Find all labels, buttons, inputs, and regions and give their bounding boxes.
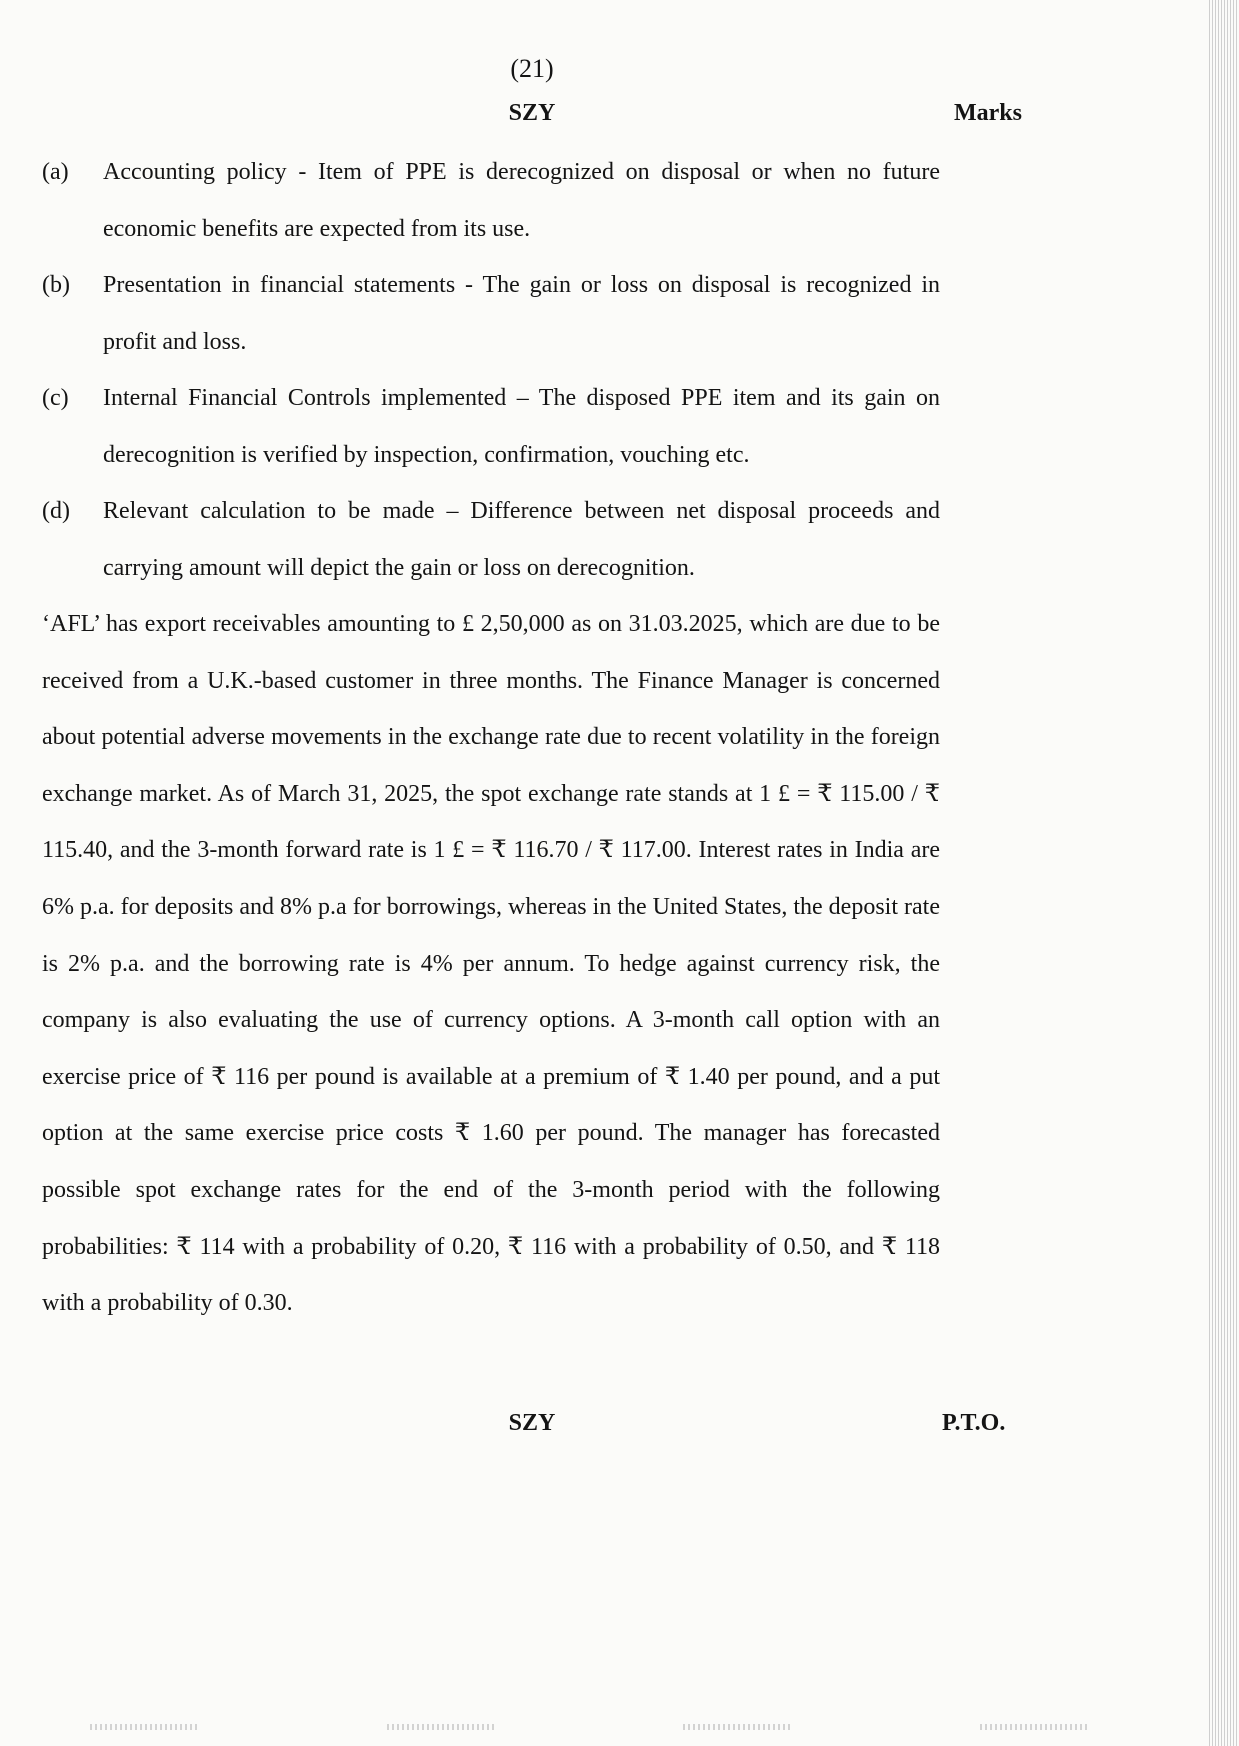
item-letter: (d): [42, 498, 70, 524]
question-paragraph: ‘AFL’ has export receivables amounting to £ 2,50,000 as on 31.03.2025, which are due to be received from a U.K.-based customer in three months. The Finance Manager is concerned about potential adverse movements in the exchange rate due to recent volatility in the foreign exchange market. As of March 31, 2025, the spot exchange rate stands at 1 £ = ₹ 115.00 / ₹ 115.40, and the 3-month forward rate is 1 £ = ₹ 116.70 / ₹ 117.00. Interest rates in India are 6% p.a. for deposits and 8% p.a for borrowings, whereas in the United States, the deposit rate is 2% p.a. and the borrowing rate is 4% per annum. To hedge against currency risk, the company is also evaluating the use of currency options. A 3-month call option with an exercise price of ₹ 116 per pound is available at a premium of ₹ 1.40 per pound, and a put option at the same exercise price costs ₹ 1.60 per pound. The manager has forecasted possible spot exchange rates for the end of the 3-month period with the following probabilities: ₹ 114 with a probability of 0.20, ₹ 116 with a probability of 0.50, and ₹ 118 with a probability of 0.30.: [42, 611, 940, 1317]
marks-column-label: Marks: [954, 100, 1022, 126]
page-number: (21): [510, 54, 554, 83]
list-item: [42, 483, 940, 596]
item-letter: (c): [42, 385, 69, 411]
item-text: Internal Financial Controls implemented – The disposed PPE item and its gain on derecognition is verified by inspection, confirmation, vouching etc.: [103, 385, 940, 468]
list-item: [42, 370, 940, 483]
scan-artifacts: [90, 1724, 1090, 1732]
scan-artifact: [683, 1724, 793, 1730]
please-turn-over-label: P.T.O.: [942, 1410, 1006, 1436]
scan-artifact: [387, 1724, 497, 1730]
item-letter: (b): [42, 272, 70, 298]
footer-paper-code: SZY: [508, 1410, 556, 1436]
item-text: Presentation in financial statements - The gain or loss on disposal is recognized in profit and loss.: [103, 272, 940, 355]
scan-artifact: [90, 1724, 200, 1730]
answer-points-list: [42, 144, 940, 596]
header-paper-code: SZY: [508, 100, 556, 126]
scan-binding-edge: [1209, 0, 1239, 1746]
item-text: Relevant calculation to be made – Difference between net disposal proceeds and carrying amount will depict the gain or loss on derecognition.: [103, 498, 940, 581]
item-letter: (a): [42, 159, 69, 185]
list-item: [42, 144, 940, 257]
item-text: Accounting policy - Item of PPE is derecognized on disposal or when no future economic benefits are expected from its use.: [103, 159, 940, 242]
list-item: [42, 257, 940, 370]
scan-artifact: [980, 1724, 1090, 1730]
